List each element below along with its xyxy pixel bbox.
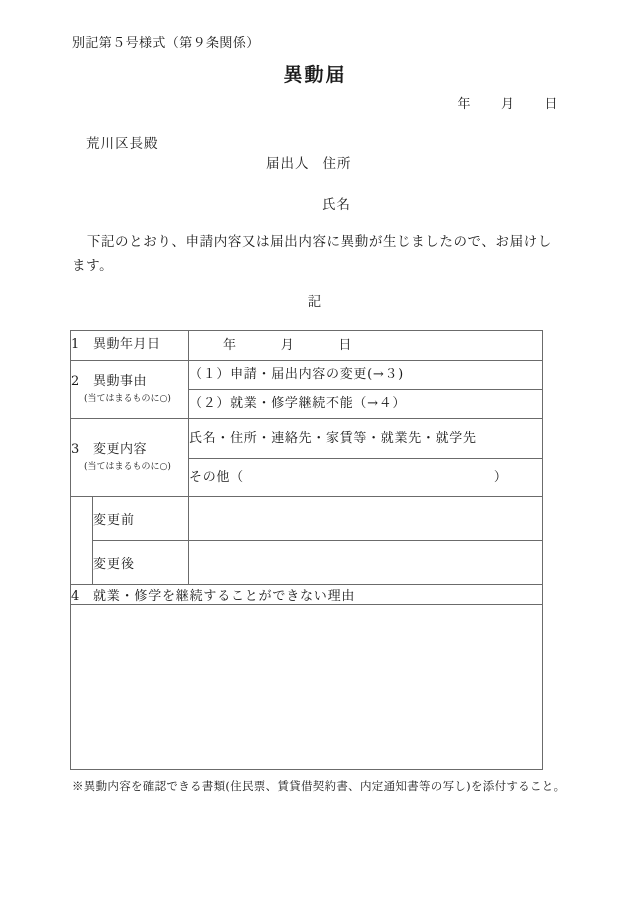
row3-items[interactable]: 氏名・住所・連絡先・家賃等・就業先・就学先 (189, 419, 543, 459)
row3-other-prefix: その他（ (189, 469, 244, 485)
table-row-reason-freetext (71, 605, 543, 770)
row2-note: (当てはまるものに○) (84, 394, 171, 405)
table-row-change-content-items (71, 419, 543, 459)
row3-number: 3 (71, 441, 80, 457)
table-row-change-date (71, 331, 543, 361)
row1-month-label: 月 (280, 337, 295, 353)
row3-label: 変更内容 (93, 441, 148, 457)
row3-other-suffix: ） (493, 469, 508, 485)
table-row-before-change (71, 497, 543, 541)
form-number: 別記第５号様式（第９条関係） (72, 36, 260, 51)
address-label: 住所 (322, 156, 352, 172)
table-row-reason-header (71, 585, 543, 605)
body-statement: 下記のとおり、申請内容又は届出内容に異動が生じましたので、お届けします。 (72, 234, 552, 274)
row1-year-label: 年 (223, 337, 237, 353)
submission-date-line (457, 93, 558, 112)
footnote: ※異動内容を確認できる書類(住民票、賃貸借契約書、内定通知書等の写し)を添付すること。 (72, 779, 566, 793)
row1-day-label: 日 (338, 337, 353, 353)
row2-option-1[interactable]: （１）申請・届出内容の変更(→３) (189, 361, 543, 390)
applicant-address-row (266, 152, 352, 172)
row3-label-cell (71, 419, 189, 497)
after-change-input[interactable] (189, 541, 543, 585)
row4-freetext-input[interactable] (71, 605, 543, 770)
row2-label-cell (71, 361, 189, 419)
table-row-reason-1 (71, 361, 543, 390)
row1-number: 1 (71, 337, 80, 353)
ki-mark: 記 (307, 294, 323, 310)
row4-number: 4 (71, 589, 81, 604)
table-row-after-change (71, 541, 543, 585)
row3-other-cell[interactable] (189, 459, 543, 497)
row1-label: 異動年月日 (93, 337, 161, 353)
before-change-label: 変更前 (93, 497, 189, 541)
document-title: 異動届 (283, 64, 347, 86)
date-day-label: 日 (544, 97, 558, 112)
row4-header-cell (71, 585, 543, 605)
row4-label: 就業・修学を継続することができない理由 (93, 589, 356, 604)
addressee: 荒川区長殿 (86, 136, 159, 152)
row2-option-2[interactable]: （２）就業・修学継続不能（→４） (189, 390, 543, 419)
date-year-label: 年 (457, 97, 471, 112)
date-month-label: 月 (500, 97, 515, 112)
row1-label-cell (71, 331, 189, 361)
before-change-input[interactable] (189, 497, 543, 541)
row2-label: 異動事由 (93, 373, 148, 389)
applicant-name-label: 氏名 (322, 197, 351, 213)
after-change-label: 変更後 (93, 541, 189, 585)
form-table (70, 330, 543, 770)
row2-number: 2 (71, 373, 80, 389)
row3-note: (当てはまるものに○) (84, 462, 171, 473)
sub-row-gutter (71, 497, 93, 585)
applicant-label: 届出人 (266, 156, 310, 172)
row1-date-input-cell[interactable] (189, 331, 543, 361)
